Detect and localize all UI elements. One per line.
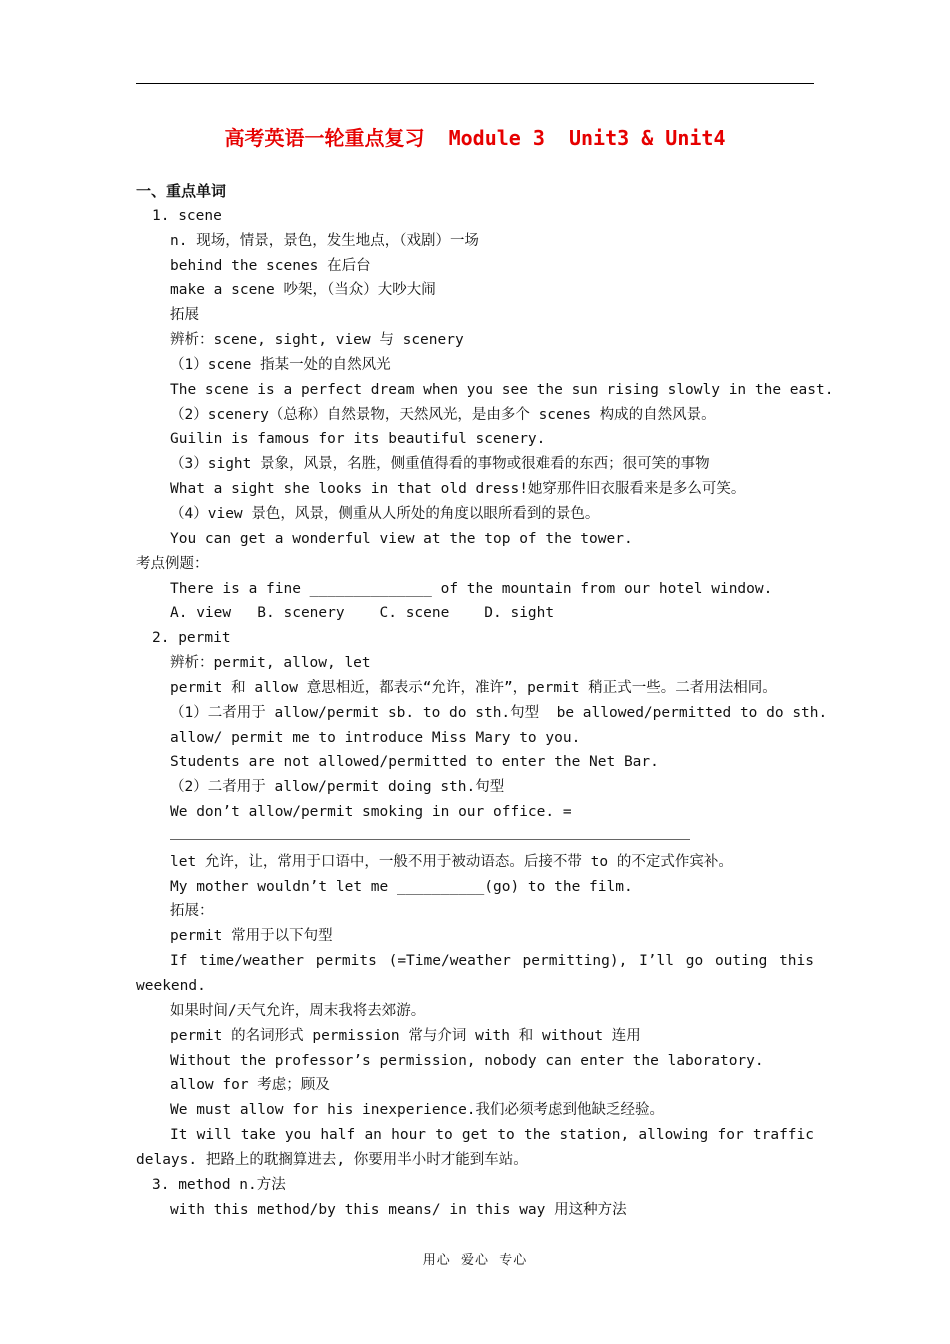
text-line: （1）二者用于 allow/permit sb. to do sth.句型 be allowed/permitted to do sth. [170,704,828,721]
text-line: 2. permit [152,630,231,647]
answer-blank-line [136,825,814,850]
text-line: The scene is a perfect dream when you see the sun rising slowly in the east. [170,381,834,398]
text-line: 拓展 [170,307,199,324]
text-line: There is a fine ______________ of the mountain from our hotel window. [170,580,773,597]
text-line: （2）二者用于 allow/permit doing sth.句型 [170,779,505,796]
text-line: permit 常用于以下句型 [170,928,333,945]
text-line: weekend. [136,978,206,994]
text-line: allow for 考虑；顾及 [170,1077,330,1094]
text-line: A. view B. scenery C. scene D. sight [170,605,555,622]
text-line: 辨析：scene, sight, view 与 scenery [170,332,464,349]
text-line: 拓展： [170,903,214,920]
text-line: Students are not allowed/permitted to enter the Net Bar. [170,754,659,771]
header-rule [136,83,814,84]
text-line: permit 和 allow 意思相近，都表示“允许，准许”，permit 稍正式一些。二者用法相同。 [170,679,777,696]
text-line: 3. method n.方法 [152,1176,286,1193]
text-line: behind the scenes 在后台 [170,257,371,274]
text-line: 如果时间/天气允许，周末我将去郊游。 [170,1002,426,1019]
text-line: It will take you half an hour to get to the station, allowing for traffic [170,1127,814,1144]
text-line: 考点例题： [136,555,209,572]
text-line: My mother wouldn’t let me __________(go) to the film. [170,878,633,895]
text-line: allow/ permit me to introduce Miss Mary to you. [170,729,581,746]
text-line: let 允许，让，常用于口语中，一般不用于被动语态。后接不带 to 的不定式作宾补。 [170,853,733,870]
text-line: （1）scene 指某一处的自然风光 [170,356,391,373]
section-heading: 一、重点单词 [136,182,227,200]
text-line: （2）scenery（总称）自然景物，天然风光，是由多个 scenes 构成的自然风景。 [170,406,716,423]
text-line: 1. scene [152,207,222,224]
text-line: permit 的名词形式 permission 常与介词 with 和 without 连用 [170,1027,641,1044]
text-line: （3）sight 景象，风景，名胜，侧重值得看的事物或很难看的东西；很可笑的事物 [170,456,710,473]
text-line: 辨析：permit, allow, let [170,655,371,672]
document-body [136,179,834,1222]
page-footer: 用心 爱心 专心 [422,1253,528,1268]
text-line: with this method/by this means/ in this way 用这种方法 [170,1201,627,1218]
text-line: If time/weather permits (=Time/weather permitting), I’ll go outing this [170,953,814,970]
text-line: We must allow for his inexperience.我们必须考虑到他缺乏经验。 [170,1102,665,1119]
text-line: We don’t allow/permit smoking in our office. = [170,804,572,821]
text-line: You can get a wonderful view at the top of the tower. [170,530,633,547]
text-line: n. 现场，情景，景色，发生地点，（戏剧）一场 [170,232,479,249]
text-line: make a scene 吵架，（当众）大吵大闹 [170,282,436,299]
text-line: Guilin is famous for its beautiful scenery. [170,431,546,448]
text-line: （4）view 景色，风景，侧重从人所处的角度以眼所看到的景色。 [170,505,600,522]
text-line: What a sight she looks in that old dress!她穿那件旧衣服看来是多么可笑。 [170,481,746,498]
text-line: Without the professor’s permission, nobody can enter the laboratory. [170,1052,764,1069]
document-title: 高考英语一轮重点复习 Module 3 Unit3 & Unit4 [224,126,726,150]
text-line: delays. 把路上的耽搁算进去, 你要用半小时才能到车站。 [136,1151,528,1168]
